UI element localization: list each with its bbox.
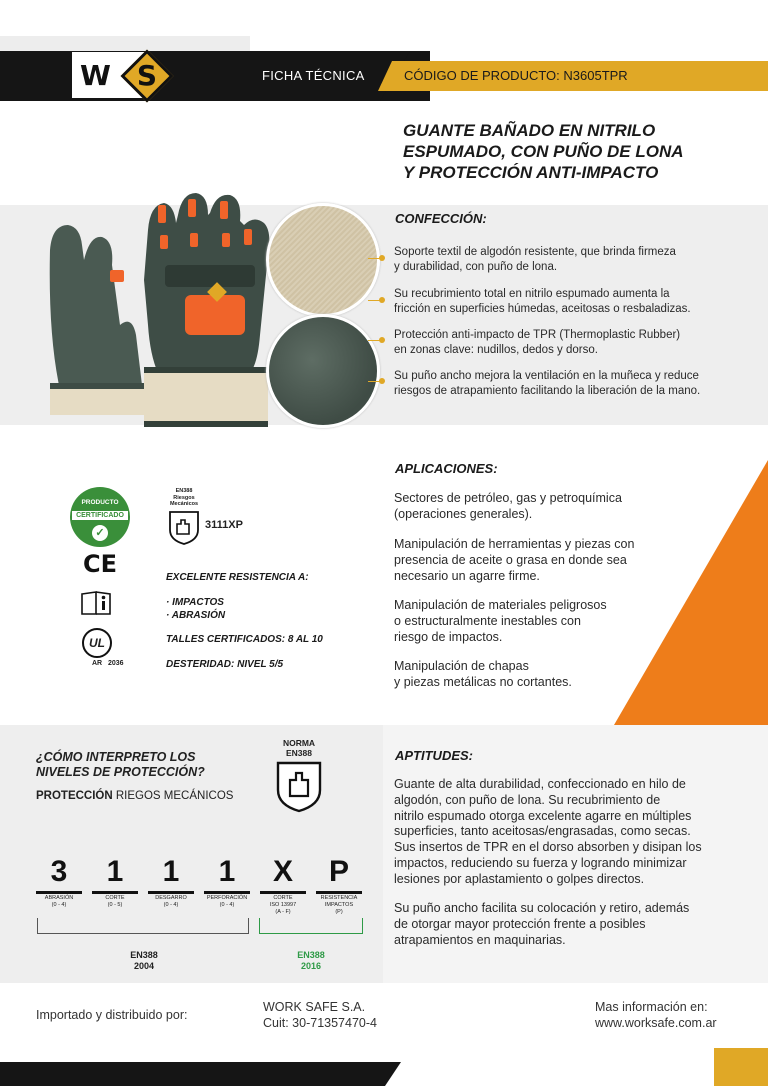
resistencia-item: · ABRASIÓN	[166, 610, 226, 621]
aptitudes-paragraph: Guante de alta durabilidad, confeccionado en hilo de algodón, con puño de lona. Su recubrimiento de nitrilo espumado otorga excelente agarre en múltiples superficies, tanto aceitosas/engrasadas, como secas. Sus insertos de TPR en el dorso absorben y disipan los impactos, reduciendo su fuerza y logrando minimizar lesiones por aplastamiento o golpes directos.	[394, 777, 702, 886]
logo-w: W	[72, 52, 146, 98]
digit-label: RESISTENCIA IMPACTOS (P)	[320, 895, 358, 915]
footer-black-bar	[0, 1062, 385, 1086]
norma-shield-icon	[275, 760, 323, 814]
confeccion-item: Soporte textil de algodón resistente, que brinda firmeza y durabilidad, con puño de lona.	[394, 246, 676, 273]
ar-code: AR	[92, 660, 103, 667]
en388-code: 3111XP	[205, 519, 243, 531]
footer-gold-block	[714, 1048, 768, 1086]
aplicacion-item: Manipulación de chapas y piezas metálicas no cortantes.	[394, 659, 572, 689]
en388-2016-bracket	[259, 918, 363, 934]
digit-label: DESGARRO (0 - 4)	[155, 895, 187, 908]
aplicacion-item: Manipulación de materiales peligrosos o estructuralmente inestables con riesgo de impactos.	[394, 598, 607, 644]
interpreto-question: ¿CÓMO INTERPRETO LOS NIVELES DE PROTECCIÓN?	[36, 750, 205, 779]
confeccion-item: Su puño ancho mejora la ventilación en la muñeca y reduce riesgos de atrapamiento facilitando la liberación de la mano.	[394, 370, 701, 397]
en388-2004-bracket	[37, 918, 249, 934]
confeccion-item: Su recubrimiento total en nitrilo espumado aumenta la fricción en superficies húmedas, aceitosas o resbaladizas.	[394, 288, 691, 315]
product-code: CÓDIGO DE PRODUCTO: N3605TPR	[404, 68, 628, 83]
digit-label: ABRASIÓN (0 - 4)	[44, 895, 74, 908]
digit-label: PERFORACIÓN (0 - 4)	[206, 895, 248, 908]
protection-digit: 1	[204, 855, 250, 894]
protection-labels	[31, 895, 367, 916]
talles-certificados: TALLES CERTIFICADOS: 8 AL 10	[166, 634, 323, 645]
fabric-nitrile-image	[266, 314, 380, 428]
protection-digits	[36, 855, 362, 894]
footer-black-cut	[385, 1062, 401, 1086]
website-link[interactable]: www.worksafe.com.ar	[595, 1016, 717, 1030]
protection-digit: 1	[148, 855, 194, 894]
aplicacion-item: Sectores de petróleo, gas y petroquímica (operaciones generales).	[394, 491, 622, 521]
confeccion-heading: CONFECCIÓN:	[395, 211, 487, 226]
confeccion-item: Protección anti-impacto de TPR (Thermoplastic Rubber) en zonas clave: nudillos, dedos y dorso.	[394, 329, 681, 356]
digit-label: CORTE ISO 13997 (A - F)	[269, 895, 297, 915]
protection-digit: 3	[36, 855, 82, 894]
ce-mark-icon: CE	[82, 550, 117, 578]
company-name: WORK SAFE S.A.	[263, 1000, 366, 1014]
ficha-tecnica-label: FICHA TÉCNICA	[262, 68, 365, 83]
aptitudes-paragraph: Su puño ancho facilita su colocación y retiro, además de otorgar mayor protección frente a posibles atrapamientos en maquinarias.	[394, 901, 690, 947]
protection-digit: X	[260, 855, 306, 894]
ul-mark-icon: UL	[82, 628, 112, 658]
en388-2004-label: EN388 2004	[130, 950, 158, 971]
page-title: GUANTE BAÑADO EN NITRILO ESPUMADO, CON PUÑO DE LONA Y PROTECCIÓN ANTI-IMPACTO	[403, 121, 684, 182]
bullet-dot	[379, 297, 385, 303]
protection-digit: 1	[92, 855, 138, 894]
book-info-icon	[80, 590, 116, 616]
aplicaciones-heading: APLICACIONES:	[395, 461, 498, 476]
aplicaciones-list	[394, 490, 694, 690]
resistencia-item: · IMPACTOS	[166, 597, 224, 608]
logo-s: S	[136, 59, 158, 92]
bullet-dot	[379, 255, 385, 261]
mas-info-label: Mas información en:	[595, 1000, 708, 1014]
norma-label: NORMA EN388	[282, 738, 316, 758]
certified-product-badge: PRODUCTO CERTIFICADO ✓	[70, 487, 130, 547]
check-icon: ✓	[92, 525, 108, 541]
en388-label: EN388 Riesgos Mecánicos	[169, 488, 199, 507]
importado-label: Importado y distribuido por:	[36, 1008, 188, 1022]
bullet-dot	[379, 337, 385, 343]
header-gold-cut	[378, 61, 392, 91]
ar-number: 2036	[108, 660, 124, 667]
bullet-dot	[379, 378, 385, 384]
header-black-bar	[0, 51, 430, 101]
aptitudes-heading: APTITUDES:	[395, 748, 473, 763]
glove-image	[40, 185, 280, 445]
aplicacion-item: Manipulación de herramientas y piezas con presencia de aceite o grasa en donde sea necesario un agarre firme.	[394, 537, 635, 583]
digit-label: CORTE (0 - 5)	[105, 895, 125, 908]
resistencia-heading: EXCELENTE RESISTENCIA A:	[166, 572, 309, 583]
hand-shield-icon	[168, 510, 200, 546]
proteccion-label: PROTECCIÓN RIEGOS MECÁNICOS	[36, 790, 234, 802]
en388-2016-label: EN388 2016	[297, 950, 325, 971]
destreza: DESTERIDAD: NIVEL 5/5	[166, 659, 284, 670]
protection-digit: P	[316, 855, 362, 894]
fabric-cotton-image	[266, 203, 380, 317]
company-cuit: Cuit: 30-71357470-4	[263, 1016, 377, 1030]
